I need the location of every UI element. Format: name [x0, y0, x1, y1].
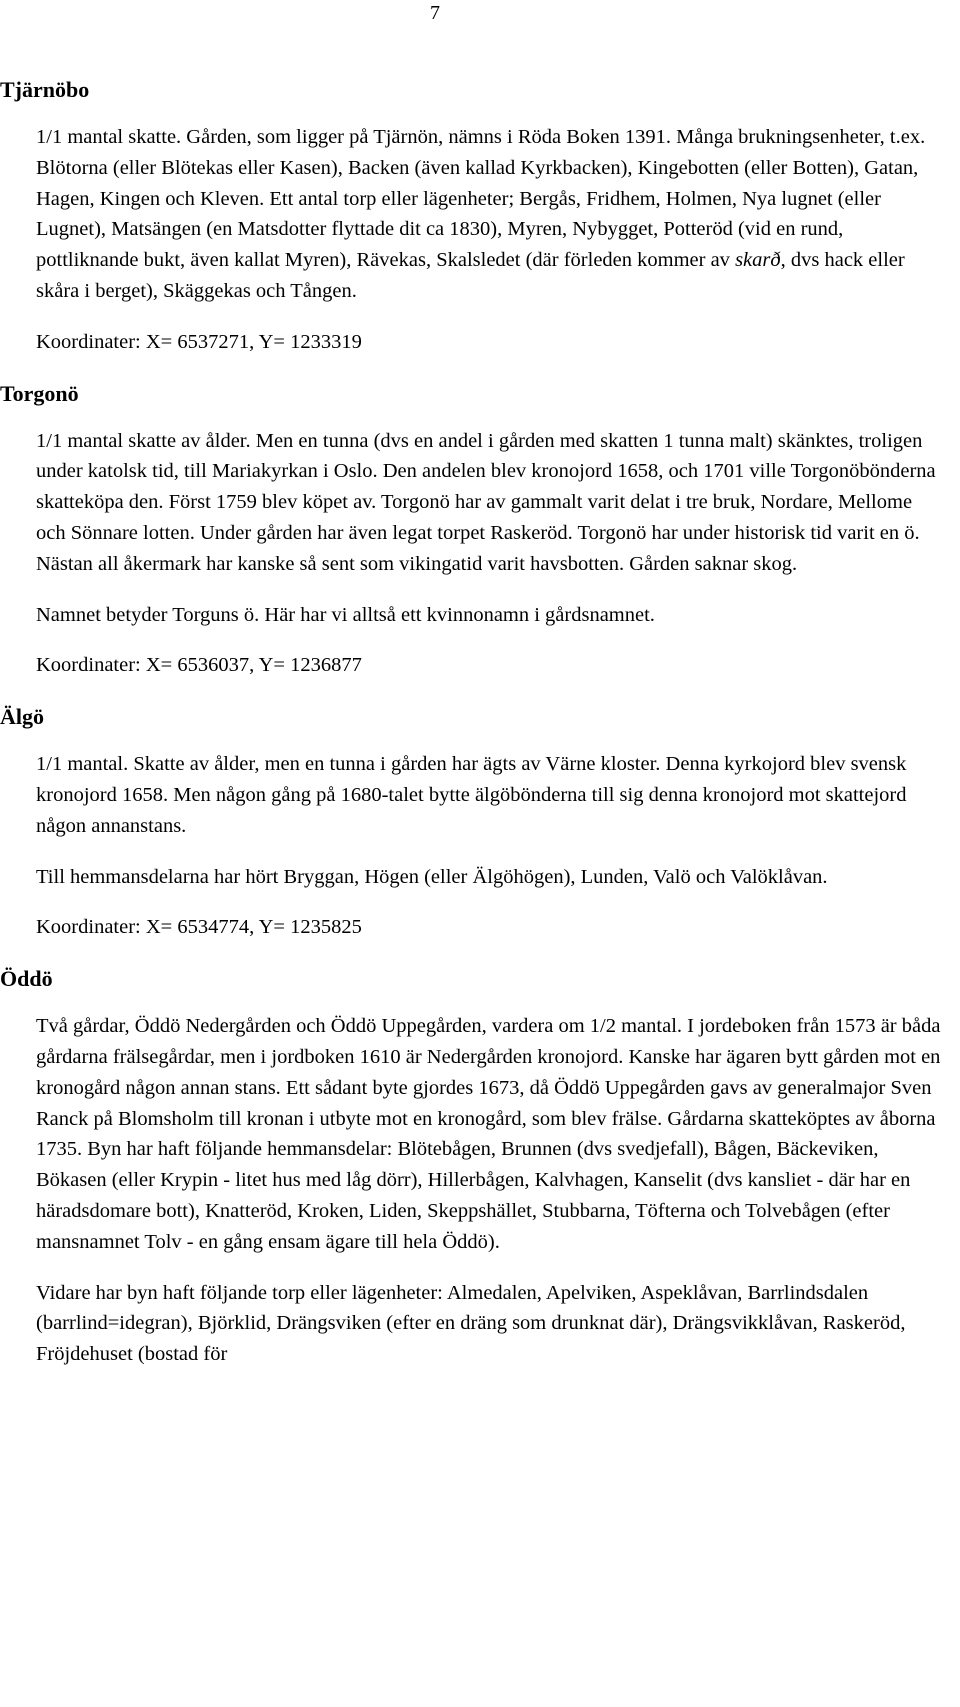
section-heading-tjarnobo: Tjärnöbo: [0, 77, 90, 102]
paragraph-torgono-1: 1/1 mantal skatte av ålder. Men en tunna (dvs en andel i gården med skatten 1 tunna malt) skänktes, troligen under katolsk tid, till Mariakyrkan i Oslo. Den andelen blev kronojord 1658, och 1701 ville Torgonöbönderna skatteköpa den. Först 1759 blev köpet av. Torgonö har av gammalt varit delat i tre bruk, Nordare, Mellome och Sönnare lotten. Under gården har även legat torpet Raskeröd. Torgonö har under historisk tid varit en ö. Nästan all åkermark har kanske så sent som vikingatid varit havsbotten. Gården saknar skog.: [36, 429, 936, 575]
coordinates-torgono: Koordinater: X= 6536037, Y= 1236877: [36, 654, 362, 677]
paragraph-tjarnobo-1: [0, 122, 960, 307]
section-heading-torgono: Torgonö: [0, 380, 79, 406]
paragraph-torgono-2: Namnet betyder Torguns ö. Här har vi alltså ett kvinnonamn i gårdsnamnet.: [36, 603, 655, 626]
paragraph-text: , dvs hack eller skåra i berget), Skäggekas och Tången.: [36, 249, 905, 302]
section-heading-algo: Älgö: [0, 704, 44, 730]
paragraph-algo-1: 1/1 mantal. Skatte av ålder, men en tunna i gården har ägts av Värne kloster. Denna kyrkojord blev svensk kronojord 1658. Men någon gång på 1680-talet bytte älgöbönderna till sig denna kronojord mot skattejord någon annanstans.: [36, 753, 907, 837]
section-heading-oddo: Öddö: [0, 966, 53, 992]
coordinates-algo: Koordinater: X= 6534774, Y= 1235825: [36, 916, 362, 939]
paragraph-text: 1/1 mantal skatte. Gården, som ligger på Tjärnön, nämns i Röda Boken 1391. Många brukningsenheter, t.ex. Blötorna (eller Blötekas eller Kasen), Backen (även kallad Kyrkbacken), Kingebotten (eller Botten), Gatan, Hagen, Kingen och Kleven. Ett antal torp eller lägenheter; Bergås, Fridhem, Holmen, Nya lugnet (eller Lugnet), Matsängen (en Matsdotter flyttade dit ca 1830), Myren, Nybygget, Potteröd (vid en rund, pottliknande bukt, även kallat Myren), Rävekas, Skalsledet (där förleden kommer av: [36, 126, 926, 272]
paragraph-oddo-1: Två gårdar, Öddö Nedergården och Öddö Uppegården, vardera om 1/2 mantal. I jordeboken från 1573 är båda gårdarna frälsegårdar, men i jordboken 1610 är Nedergården kronojord. Kanske har ägaren bytt gården mot en kronogård någon annan stans. Ett sådant byte gjordes 1673, då Öddö Uppegården gavs av generalmajor Sven Ranck på Blomsholm till kronan i utbyte mot en kronogård, som blev frälse. Gårdarna skatteköptes av åborna 1735. Byn har haft följande hemmansdelar: Blötebågen, Brunnen (dvs svedjefall), Bågen, Bäckeviken, Bökasen (eller Krypin - litet hus med låg dörr), Hillerbågen, Kalvhagen, Kanselit (dvs kansliet - där har en häradsdomare bott), Knatteröd, Kroken, Liden, Skeppshället, Stubbarna, Töfterna och Tolvebågen (efter mansnamnet Tolv - en gång ensam ägare till hela Öddö).: [36, 1015, 941, 1253]
paragraph-algo-2: Till hemmansdelarna har hört Bryggan, Högen (eller Älgöhögen), Lunden, Valö och Valöklåvan.: [36, 865, 828, 888]
italic-term: skarð: [735, 249, 781, 272]
page-number: 7: [430, 2, 440, 24]
document-body: [0, 74, 960, 1370]
paragraph-oddo-2: Vidare har byn haft följande torp eller lägenheter: Almedalen, Apelviken, Aspeklåvan, Barrlindsdalen (barrlind=idegran), Björklid, Drängsviken (efter en dräng som drunknat där), Drängsvikklåvan, Raskeröd, Fröjdehuset (bostad för: [36, 1281, 906, 1366]
coordinates-tjarnobo: Koordinater: X= 6537271, Y= 1233319: [36, 330, 362, 353]
